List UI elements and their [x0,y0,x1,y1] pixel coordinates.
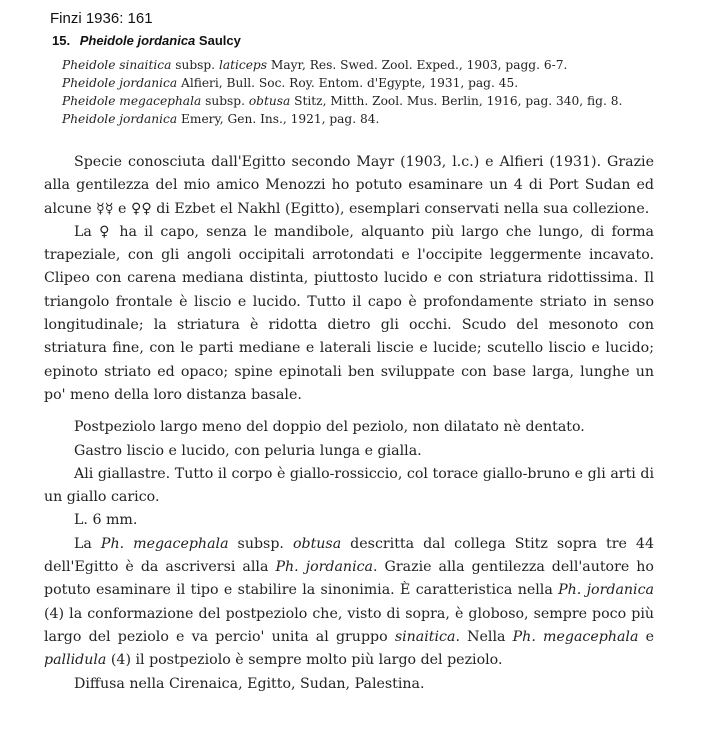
paragraph-length: L. 6 mm. [74,512,138,529]
reference-rank: subsp. [201,94,249,108]
taxon-name: Ph. megacephala [512,628,639,645]
species-author: Saulcy [198,33,241,48]
species-name: Pheidole jordanica [79,33,196,48]
reference-taxon: Pheidole jordanica [62,76,178,90]
reference-epithet: laticeps [218,58,267,72]
text-run: (4) la conformazione del postpeziolo che, visto di sopra, è globoso, sempre poco più largo del peziolo e va percio' unita al gruppo [44,605,654,645]
reference-citation: Mayr, Res. Swed. Zool. Exped., 1903, pagg. 6-7. [267,58,568,72]
description-body [44,151,654,696]
page-caption: Finzi 1936: 161 [50,10,153,27]
text-run: . Grazie alla gentilezza dell'autore ho potuto esaminare il tipo e stabilire la sinonimia. È caratteristica nella [44,559,654,599]
paragraph-gaster: Gastro liscio e lucido, con peluria lunga e gialla. [74,442,422,459]
taxon-name: obtusa [292,535,342,552]
reference-entry [62,56,662,74]
synonymy-list [62,56,662,128]
reference-taxon: Pheidole sinaitica [62,58,172,72]
taxon-name: sinaitica [394,628,456,645]
reference-taxon: Pheidole megacephala [62,94,202,108]
reference-entry [62,74,662,92]
paragraph-female-description: La ♀ ha il capo, senza le mandibole, alquanto più largo che lungo, di forma trapeziale, con gli angoli occipitali arrotondati e l'occipite leggermente incavato. Clipeo con carena mediana distinta, piuttosto lucido e con striatura ridottissima. Il triangolo frontale è liscio e lucido. Tutto il capo è profondamente striato in senso longitudinale; la striatura è ridotta dietro gli occhi. Scudo del mesonoto con striatura fine, con le parti mediane e laterali liscie e lucide; scutello liscio e lucido; epinoto striato ed opaco; spine epinotali ben sviluppate con base larga, lunghe un po' meno della loro distanza basale. [44,223,654,403]
reference-entry [62,110,662,128]
text-run: e [638,628,654,645]
species-number: 15. [52,33,71,48]
taxon-name: Ph. jordanica [275,559,374,576]
text-run: . Nella [455,628,513,645]
reference-entry [62,92,662,110]
taxon-name: pallidula [44,652,107,669]
taxon-name: Ph. megacephala [100,535,229,552]
paragraph-range: Diffusa nella Cirenaica, Egitto, Sudan, Palestina. [74,675,425,692]
text-run: La [74,535,101,552]
paragraph-postpetiole: Postpeziolo largo meno del doppio del peziolo, non dilatato nè dentato. [74,419,585,436]
taxon-name: Ph. jordanica [558,582,654,599]
reference-citation: Emery, Gen. Ins., 1921, pag. 84. [177,112,380,126]
text-run: (4) il postpeziolo è sempre molto più largo del peziolo. [106,652,503,669]
paragraph-synonymy-discussion [44,533,654,673]
reference-citation: Alfieri, Bull. Soc. Roy. Entom. d'Egypte, 1931, pag. 45. [177,76,519,90]
reference-citation: Stitz, Mitth. Zool. Mus. Berlin, 1916, pag. 340, fig. 8. [290,94,623,108]
text-run: subsp. [228,535,293,552]
paragraph-distribution-notes: Specie conosciuta dall'Egitto secondo Mayr (1903, l.c.) e Alfieri (1931). Grazie alla gentilezza del mio amico Menozzi ho potuto esaminare un 4 di Port Sudan ed alcune ☿☿ e ♀♀ di Ezbet el Nakhl (Egitto), esemplari conservati nella sua collezione. [44,154,654,217]
reference-rank: subsp. [171,58,219,72]
text-run: descritta dal collega Stitz sopra tre 44 dell'Egitto è da ascriversi alla [44,535,654,576]
species-heading [52,33,241,48]
paragraph-wings-colour: Ali giallastre. Tutto il corpo è giallo-rossiccio, col torace giallo-bruno e gli arti di un giallo carico. [44,465,654,506]
reference-taxon: Pheidole jordanica [62,112,178,126]
reference-epithet: obtusa [248,94,291,108]
